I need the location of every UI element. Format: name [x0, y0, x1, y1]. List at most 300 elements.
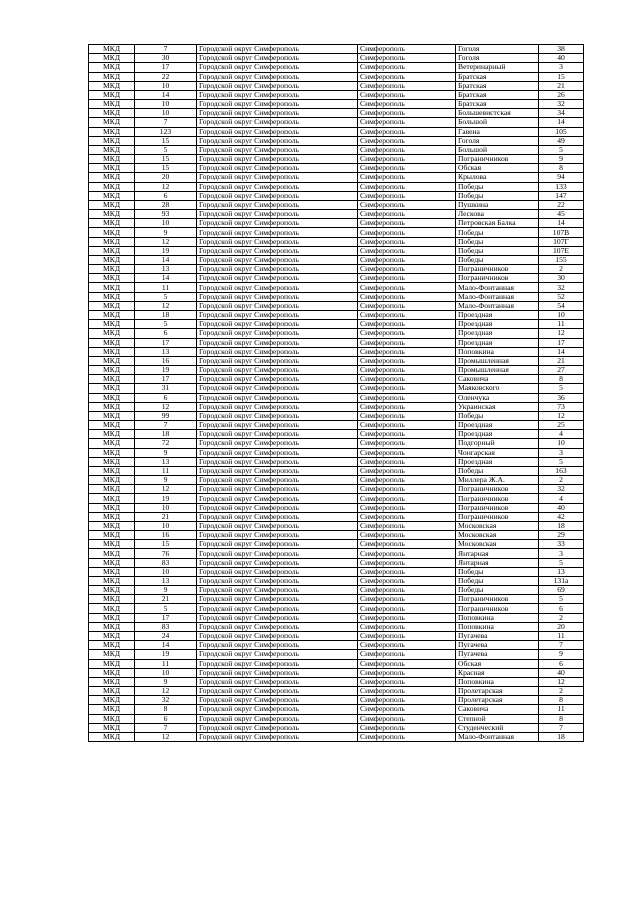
city-cell: Симферополь: [358, 375, 456, 384]
city-cell: Симферополь: [358, 402, 456, 411]
city-cell: Симферополь: [358, 485, 456, 494]
house-cell: 133: [539, 182, 584, 191]
district-cell: Городской округ Симферополь: [197, 393, 358, 402]
house-cell: 11: [539, 320, 584, 329]
street-cell: Маяковского: [456, 384, 539, 393]
count-cell: 11: [135, 659, 197, 668]
district-cell: Городской округ Симферополь: [197, 622, 358, 631]
district-cell: Городской округ Симферополь: [197, 567, 358, 576]
table-row: [89, 265, 584, 274]
city-cell: Симферополь: [358, 696, 456, 705]
type-cell: МКД: [89, 118, 135, 127]
count-cell: 5: [135, 292, 197, 301]
count-cell: 7: [135, 421, 197, 430]
type-cell: МКД: [89, 687, 135, 696]
district-cell: Городской округ Симферополь: [197, 705, 358, 714]
street-cell: Студенческий: [456, 723, 539, 732]
house-cell: 4: [539, 430, 584, 439]
table-row: [89, 622, 584, 631]
street-cell: Пограничников: [456, 274, 539, 283]
house-cell: 32: [539, 485, 584, 494]
district-cell: Городской округ Симферополь: [197, 200, 358, 209]
type-cell: МКД: [89, 494, 135, 503]
table-body: [89, 45, 584, 742]
street-cell: Чонгарская: [456, 448, 539, 457]
table-row: [89, 219, 584, 228]
table-row: [89, 576, 584, 585]
house-cell: 5: [539, 145, 584, 154]
house-cell: 4: [539, 494, 584, 503]
count-cell: 10: [135, 668, 197, 677]
table-row: [89, 613, 584, 622]
city-cell: Симферополь: [358, 173, 456, 182]
table-row: [89, 604, 584, 613]
street-cell: Пролетарская: [456, 696, 539, 705]
street-cell: Подгорный: [456, 439, 539, 448]
count-cell: 13: [135, 576, 197, 585]
table-row: [89, 246, 584, 255]
district-cell: Городской округ Симферополь: [197, 219, 358, 228]
street-cell: Гоголя: [456, 45, 539, 54]
city-cell: Симферополь: [358, 476, 456, 485]
district-cell: Городской округ Симферополь: [197, 714, 358, 723]
type-cell: МКД: [89, 521, 135, 530]
house-cell: 3: [539, 63, 584, 72]
type-cell: МКД: [89, 476, 135, 485]
table-row: [89, 109, 584, 118]
city-cell: Симферополь: [358, 274, 456, 283]
count-cell: 72: [135, 439, 197, 448]
table-row: [89, 732, 584, 741]
table-row: [89, 63, 584, 72]
street-cell: Московская: [456, 531, 539, 540]
house-cell: 40: [539, 668, 584, 677]
street-cell: Победы: [456, 191, 539, 200]
type-cell: МКД: [89, 421, 135, 430]
street-cell: Поповкина: [456, 677, 539, 686]
type-cell: МКД: [89, 356, 135, 365]
house-cell: 25: [539, 421, 584, 430]
table-row: [89, 476, 584, 485]
type-cell: МКД: [89, 439, 135, 448]
street-cell: Победы: [456, 255, 539, 264]
district-cell: Городской округ Симферополь: [197, 274, 358, 283]
table-row: [89, 155, 584, 164]
type-cell: МКД: [89, 466, 135, 475]
district-cell: Городской округ Симферополь: [197, 613, 358, 622]
city-cell: Симферополь: [358, 310, 456, 319]
district-cell: Городской округ Симферополь: [197, 90, 358, 99]
table-row: [89, 723, 584, 732]
house-cell: 5: [539, 384, 584, 393]
city-cell: Симферополь: [358, 393, 456, 402]
district-cell: Городской округ Симферополь: [197, 411, 358, 420]
house-cell: 107Г: [539, 237, 584, 246]
house-cell: 6: [539, 604, 584, 613]
city-cell: Симферополь: [358, 356, 456, 365]
count-cell: 12: [135, 182, 197, 191]
district-cell: Городской округ Симферополь: [197, 100, 358, 109]
street-cell: Московская: [456, 521, 539, 530]
street-cell: Красная: [456, 668, 539, 677]
table-row: [89, 586, 584, 595]
table-row: [89, 457, 584, 466]
table-row: [89, 164, 584, 173]
count-cell: 5: [135, 604, 197, 613]
district-cell: Городской округ Симферополь: [197, 246, 358, 255]
table-row: [89, 549, 584, 558]
street-cell: Большевистская: [456, 109, 539, 118]
type-cell: МКД: [89, 127, 135, 136]
district-cell: Городской округ Симферополь: [197, 485, 358, 494]
city-cell: Симферополь: [358, 301, 456, 310]
district-cell: Городской округ Симферополь: [197, 127, 358, 136]
table-row: [89, 182, 584, 191]
city-cell: Симферополь: [358, 100, 456, 109]
street-cell: Победы: [456, 246, 539, 255]
table-row: [89, 430, 584, 439]
count-cell: 22: [135, 72, 197, 81]
house-cell: 10: [539, 439, 584, 448]
district-cell: Городской округ Симферополь: [197, 63, 358, 72]
district-cell: Городской округ Симферополь: [197, 687, 358, 696]
district-cell: Городской округ Симферополь: [197, 476, 358, 485]
count-cell: 123: [135, 127, 197, 136]
type-cell: МКД: [89, 136, 135, 145]
street-cell: Проездная: [456, 320, 539, 329]
table-row: [89, 54, 584, 63]
street-cell: Братская: [456, 81, 539, 90]
house-cell: 155: [539, 255, 584, 264]
type-cell: МКД: [89, 109, 135, 118]
type-cell: МКД: [89, 448, 135, 457]
table-row: [89, 338, 584, 347]
type-cell: МКД: [89, 613, 135, 622]
district-cell: Городской округ Симферополь: [197, 384, 358, 393]
house-cell: 27: [539, 366, 584, 375]
house-cell: 8: [539, 714, 584, 723]
type-cell: МКД: [89, 558, 135, 567]
count-cell: 12: [135, 687, 197, 696]
district-cell: Городской округ Симферополь: [197, 320, 358, 329]
house-cell: 40: [539, 54, 584, 63]
count-cell: 5: [135, 320, 197, 329]
table-row: [89, 136, 584, 145]
street-cell: Большой: [456, 145, 539, 154]
house-cell: 2: [539, 687, 584, 696]
district-cell: Городской округ Симферополь: [197, 503, 358, 512]
count-cell: 11: [135, 466, 197, 475]
district-cell: Городской округ Симферополь: [197, 265, 358, 274]
street-cell: Гоголя: [456, 136, 539, 145]
street-cell: Победы: [456, 411, 539, 420]
count-cell: 10: [135, 521, 197, 530]
type-cell: МКД: [89, 723, 135, 732]
city-cell: Симферополь: [358, 81, 456, 90]
type-cell: МКД: [89, 705, 135, 714]
count-cell: 9: [135, 476, 197, 485]
district-cell: Городской округ Симферополь: [197, 375, 358, 384]
table-row: [89, 301, 584, 310]
district-cell: Городской округ Симферополь: [197, 283, 358, 292]
district-cell: Городской округ Симферополь: [197, 292, 358, 301]
house-cell: 32: [539, 283, 584, 292]
street-cell: Проездная: [456, 457, 539, 466]
street-cell: Пограничников: [456, 503, 539, 512]
street-cell: Большой: [456, 118, 539, 127]
house-cell: 2: [539, 476, 584, 485]
housing-table: [88, 44, 584, 742]
street-cell: Пугачева: [456, 641, 539, 650]
district-cell: Городской округ Симферополь: [197, 164, 358, 173]
type-cell: МКД: [89, 173, 135, 182]
type-cell: МКД: [89, 393, 135, 402]
type-cell: МКД: [89, 237, 135, 246]
count-cell: 8: [135, 705, 197, 714]
street-cell: Промышленная: [456, 366, 539, 375]
house-cell: 105: [539, 127, 584, 136]
street-cell: Лескова: [456, 210, 539, 219]
city-cell: Симферополь: [358, 265, 456, 274]
house-cell: 73: [539, 402, 584, 411]
city-cell: Симферополь: [358, 512, 456, 521]
count-cell: 30: [135, 54, 197, 63]
count-cell: 31: [135, 384, 197, 393]
district-cell: Городской округ Симферополь: [197, 228, 358, 237]
district-cell: Городской округ Симферополь: [197, 347, 358, 356]
type-cell: МКД: [89, 100, 135, 109]
house-cell: 5: [539, 457, 584, 466]
count-cell: 14: [135, 274, 197, 283]
city-cell: Симферополь: [358, 586, 456, 595]
city-cell: Симферополь: [358, 164, 456, 173]
street-cell: Пугачева: [456, 632, 539, 641]
type-cell: МКД: [89, 155, 135, 164]
district-cell: Городской округ Симферополь: [197, 421, 358, 430]
house-cell: 40: [539, 503, 584, 512]
house-cell: 5: [539, 595, 584, 604]
table-row: [89, 705, 584, 714]
street-cell: Пролетарская: [456, 687, 539, 696]
street-cell: Победы: [456, 182, 539, 191]
count-cell: 9: [135, 586, 197, 595]
count-cell: 6: [135, 393, 197, 402]
count-cell: 20: [135, 173, 197, 182]
table-row: [89, 494, 584, 503]
type-cell: МКД: [89, 320, 135, 329]
type-cell: МКД: [89, 375, 135, 384]
house-cell: 9: [539, 650, 584, 659]
street-cell: Победы: [456, 586, 539, 595]
district-cell: Городской округ Симферополь: [197, 576, 358, 585]
count-cell: 17: [135, 375, 197, 384]
house-cell: 11: [539, 632, 584, 641]
city-cell: Симферополь: [358, 677, 456, 686]
count-cell: 17: [135, 338, 197, 347]
type-cell: МКД: [89, 586, 135, 595]
table-row: [89, 81, 584, 90]
type-cell: МКД: [89, 485, 135, 494]
table-row: [89, 632, 584, 641]
street-cell: Пограничников: [456, 604, 539, 613]
table-row: [89, 677, 584, 686]
table-row: [89, 659, 584, 668]
count-cell: 12: [135, 402, 197, 411]
type-cell: МКД: [89, 540, 135, 549]
city-cell: Симферополь: [358, 292, 456, 301]
type-cell: МКД: [89, 512, 135, 521]
house-cell: 21: [539, 81, 584, 90]
street-cell: Проездная: [456, 421, 539, 430]
table-row: [89, 439, 584, 448]
table-row: [89, 45, 584, 54]
table-row: [89, 191, 584, 200]
district-cell: Городской округ Симферополь: [197, 549, 358, 558]
street-cell: Проездная: [456, 329, 539, 338]
district-cell: Городской округ Симферополь: [197, 696, 358, 705]
house-cell: 13: [539, 567, 584, 576]
type-cell: МКД: [89, 384, 135, 393]
street-cell: Янтарная: [456, 558, 539, 567]
count-cell: 7: [135, 723, 197, 732]
street-cell: Поповкина: [456, 347, 539, 356]
district-cell: Городской округ Симферополь: [197, 136, 358, 145]
city-cell: Симферополь: [358, 558, 456, 567]
count-cell: 18: [135, 430, 197, 439]
table-row: [89, 466, 584, 475]
city-cell: Симферополь: [358, 430, 456, 439]
house-cell: 6: [539, 659, 584, 668]
count-cell: 7: [135, 45, 197, 54]
count-cell: 15: [135, 155, 197, 164]
street-cell: Победы: [456, 466, 539, 475]
count-cell: 13: [135, 457, 197, 466]
district-cell: Городской округ Симферополь: [197, 641, 358, 650]
count-cell: 15: [135, 540, 197, 549]
table-row: [89, 283, 584, 292]
count-cell: 19: [135, 246, 197, 255]
city-cell: Симферополь: [358, 494, 456, 503]
house-cell: 14: [539, 118, 584, 127]
street-cell: Промышленная: [456, 356, 539, 365]
type-cell: МКД: [89, 531, 135, 540]
table-row: [89, 145, 584, 154]
city-cell: Симферополь: [358, 439, 456, 448]
count-cell: 12: [135, 301, 197, 310]
city-cell: Симферополь: [358, 503, 456, 512]
house-cell: 14: [539, 347, 584, 356]
city-cell: Симферополь: [358, 54, 456, 63]
house-cell: 17: [539, 338, 584, 347]
table-row: [89, 384, 584, 393]
table-row: [89, 448, 584, 457]
district-cell: Городской округ Симферополь: [197, 301, 358, 310]
type-cell: МКД: [89, 567, 135, 576]
table-row: [89, 402, 584, 411]
street-cell: Московская: [456, 540, 539, 549]
type-cell: МКД: [89, 191, 135, 200]
table-row: [89, 127, 584, 136]
street-cell: Проездная: [456, 430, 539, 439]
city-cell: Симферополь: [358, 641, 456, 650]
city-cell: Симферополь: [358, 191, 456, 200]
district-cell: Городской округ Симферополь: [197, 439, 358, 448]
table-row: [89, 421, 584, 430]
table-row: [89, 90, 584, 99]
house-cell: 12: [539, 411, 584, 420]
district-cell: Городской округ Симферополь: [197, 118, 358, 127]
house-cell: 2: [539, 265, 584, 274]
count-cell: 32: [135, 696, 197, 705]
district-cell: Городской округ Симферополь: [197, 109, 358, 118]
street-cell: Мало-Фонтанная: [456, 283, 539, 292]
type-cell: МКД: [89, 659, 135, 668]
house-cell: 163: [539, 466, 584, 475]
count-cell: 7: [135, 118, 197, 127]
house-cell: 11: [539, 705, 584, 714]
city-cell: Симферополь: [358, 200, 456, 209]
table-row: [89, 521, 584, 530]
count-cell: 9: [135, 448, 197, 457]
city-cell: Симферополь: [358, 622, 456, 631]
count-cell: 17: [135, 613, 197, 622]
type-cell: МКД: [89, 265, 135, 274]
type-cell: МКД: [89, 164, 135, 173]
street-cell: Братская: [456, 100, 539, 109]
city-cell: Симферополь: [358, 320, 456, 329]
street-cell: Мало-Фонтанная: [456, 301, 539, 310]
count-cell: 19: [135, 366, 197, 375]
house-cell: 18: [539, 521, 584, 530]
street-cell: Проездная: [456, 310, 539, 319]
type-cell: МКД: [89, 90, 135, 99]
street-cell: Пограничников: [456, 494, 539, 503]
type-cell: МКД: [89, 292, 135, 301]
house-cell: 26: [539, 90, 584, 99]
street-cell: Петровская Балка: [456, 219, 539, 228]
house-cell: 107Е: [539, 246, 584, 255]
count-cell: 14: [135, 90, 197, 99]
street-cell: Пугачева: [456, 650, 539, 659]
table-row: [89, 696, 584, 705]
city-cell: Симферополь: [358, 448, 456, 457]
count-cell: 28: [135, 200, 197, 209]
count-cell: 16: [135, 531, 197, 540]
city-cell: Симферополь: [358, 723, 456, 732]
city-cell: Симферополь: [358, 246, 456, 255]
district-cell: Городской округ Симферополь: [197, 586, 358, 595]
district-cell: Городской округ Симферополь: [197, 604, 358, 613]
city-cell: Симферополь: [358, 668, 456, 677]
city-cell: Симферополь: [358, 109, 456, 118]
table-row: [89, 200, 584, 209]
count-cell: 9: [135, 228, 197, 237]
city-cell: Симферополь: [358, 705, 456, 714]
count-cell: 10: [135, 503, 197, 512]
district-cell: Городской округ Симферополь: [197, 632, 358, 641]
house-cell: 20: [539, 622, 584, 631]
table-row: [89, 485, 584, 494]
district-cell: Городской округ Симферополь: [197, 457, 358, 466]
city-cell: Симферополь: [358, 540, 456, 549]
street-cell: Украинская: [456, 402, 539, 411]
count-cell: 12: [135, 732, 197, 741]
count-cell: 5: [135, 145, 197, 154]
district-cell: Городской округ Симферополь: [197, 81, 358, 90]
house-cell: 22: [539, 200, 584, 209]
street-cell: Поповкина: [456, 613, 539, 622]
table-row: [89, 503, 584, 512]
